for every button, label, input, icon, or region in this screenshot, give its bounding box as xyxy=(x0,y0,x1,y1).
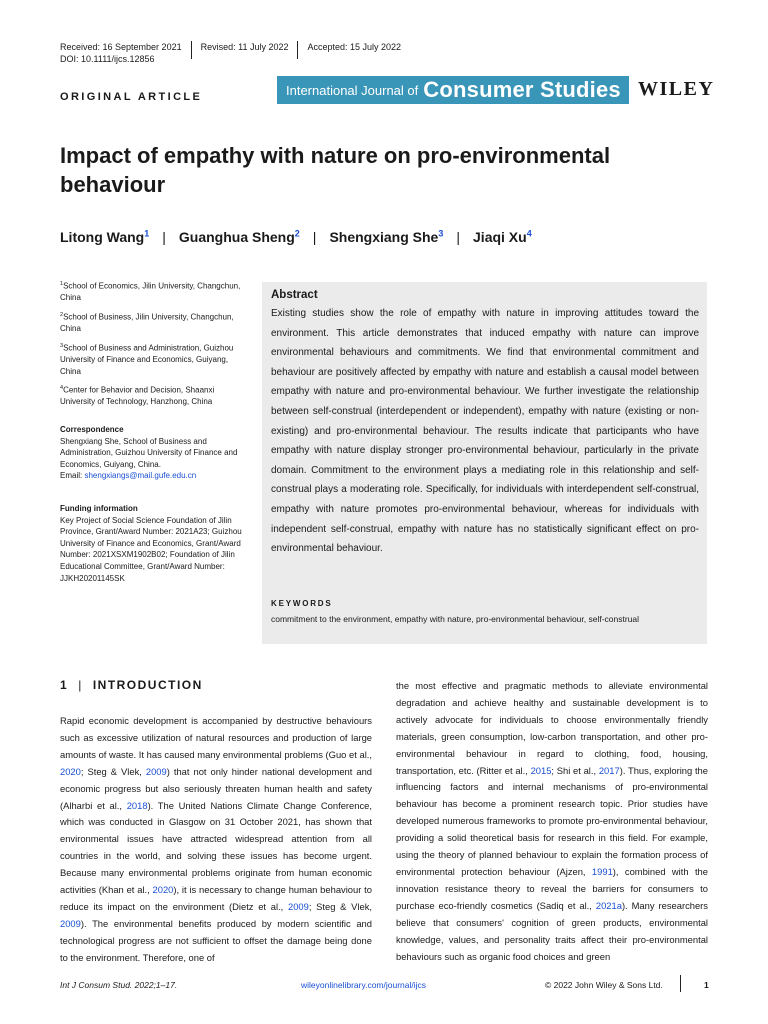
keywords-text: commitment to the environment, empathy with nature, pro-environmental behaviour, self-construal xyxy=(271,614,640,624)
body-text: the most effective and pragmatic methods to alleviate environmental degradation and achieve healthy and sustainable development is to actively advocate for individuals to choose environmentally friendly materials, green consumption, low-carbon transportation, and other pro-environmental behaviour in regard to clothing, food, housing, transportation, etc. (Ritter et al., xyxy=(396,680,708,776)
journal-banner[interactable] xyxy=(277,76,629,104)
author[interactable]: Jiaqi Xu$^4$ xyxy=(473,228,532,245)
citation-link[interactable]: 2018 xyxy=(126,799,148,811)
author[interactable]: Guanghua Sheng$^2$ xyxy=(178,228,300,245)
funding-heading: Funding information xyxy=(60,504,138,513)
section-number: 1 xyxy=(60,678,69,692)
affiliation: $^4$Center for Behavior and Decision, Shaanxi University of Technology, Hanzhong, China xyxy=(60,385,215,407)
citation-link[interactable]: 1991 xyxy=(591,865,613,877)
accepted-date: Accepted: 15 July 2022 xyxy=(307,42,402,52)
body-text: ; Shi et al., xyxy=(551,764,599,776)
body-text: ), it is necessary to change human behaviour to reduce its impact on the environment (Dietz et al., xyxy=(60,884,372,912)
author-separator: | xyxy=(456,228,461,245)
revised-date: Revised: 11 July 2022 xyxy=(200,42,289,52)
correspondence-text: Shengxiang She, School of Business and Administration, Guizhou University of Finance and Economics, Guiyang, China. xyxy=(60,436,238,469)
abstract-heading: Abstract xyxy=(271,289,318,301)
article-type: ORIGINAL ARTICLE xyxy=(60,91,203,103)
section-separator: | xyxy=(78,678,83,692)
date-divider xyxy=(297,41,298,59)
author[interactable]: Litong Wang$^1$ xyxy=(60,228,150,245)
keywords-heading: KEYWORDS xyxy=(271,599,333,608)
body-text: ; Steg & Vlek, xyxy=(80,765,146,777)
citation-link[interactable]: 2009 xyxy=(60,917,81,929)
article-title: Impact of empathy with nature on pro-environmental behaviour xyxy=(60,143,611,197)
publisher-logo[interactable]: WILEY xyxy=(638,78,715,100)
author[interactable]: Shengxiang She$^3$ xyxy=(329,228,444,245)
body-text: ). Thus, exploring the influencing factors and internal mechanisms of pro-environmental behaviour has become a prominent research topic. Prior studies have developed numerous frameworks to promote pro-environmental behaviour, providing a solid theoretical basis for research in this field. For example, using the theory of planned behaviour to explain the formation process of environmental protection behaviour (Ajzen, xyxy=(396,764,708,877)
citation-link[interactable]: 2009 xyxy=(145,765,167,777)
section-heading xyxy=(60,678,203,692)
footer-url[interactable]: wileyonlinelibrary.com/journal/ijcs xyxy=(301,980,427,990)
author-separator: | xyxy=(312,228,317,245)
body-text: ; Steg & Vlek, xyxy=(308,900,372,912)
affiliation-marker: 3 xyxy=(438,228,444,238)
citation-link[interactable]: 2020 xyxy=(152,884,174,896)
citation-link[interactable]: 2015 xyxy=(530,764,552,776)
email-label: Email: xyxy=(60,471,83,481)
citation-link[interactable]: 2020 xyxy=(60,765,81,777)
body-text: Rapid economic development is accompanied by destructive behaviours such as excessive utilization of natural resources and production of large amounts of waste. It has caused many environmental problems (Guo et al., xyxy=(60,715,372,760)
received-date: Received: 16 September 2021 xyxy=(60,42,182,52)
affiliation-marker: 2 xyxy=(294,228,300,238)
page-number: 1 xyxy=(704,980,709,990)
affiliation: $^3$School of Business and Administration, Guizhou University of Finance and Economics, Guiyang, China xyxy=(60,342,234,376)
author-list xyxy=(60,228,532,245)
doi[interactable]: DOI: 10.1111/ijcs.12856 xyxy=(60,54,155,64)
section-title: INTRODUCTION xyxy=(92,678,203,692)
affiliations xyxy=(60,279,248,414)
correspondence xyxy=(60,422,248,482)
email-link[interactable]: shengxiangs@mail.gufe.edu.cn xyxy=(84,471,197,481)
affiliation-marker: 4 xyxy=(526,228,532,238)
citation-link[interactable]: 2017 xyxy=(598,764,620,776)
funding-text: Key Project of Social Science Foundation of Jilin Province, Grant/Award Number: 2021A23; Guizhou University of Finance and Economics, Grant/Award Number: 2021XSXM1902B02; Foundation of Jilin Educational Committee, Grant/Award Number: JJKH20201145SK xyxy=(60,515,242,583)
body-text: ). The environmental benefits produced by modern scientific and technological progress are not sufficient to offset the damage being done to the environment. Therefore, one of xyxy=(60,917,372,963)
affiliation: $^2$School of Business, Jilin University, Changchun, China xyxy=(60,311,234,334)
body-text: ). Many researchers believe that consumers' cognition of green products, environmental knowledge, values, and personality traits affect their pro-environmental behaviours such as organic food choices and green xyxy=(396,899,708,962)
author-separator: | xyxy=(162,228,166,245)
footer-citation: Int J Consum Stud. 2022;1–17. xyxy=(60,980,178,990)
correspondence-heading: Correspondence xyxy=(60,425,124,434)
footer-copyright: © 2022 John Wiley & Sons Ltd. xyxy=(545,980,663,990)
body-column-left xyxy=(60,713,372,967)
citation-link[interactable]: 2021a xyxy=(595,899,622,911)
journal-name: Consumer Studies xyxy=(423,77,621,102)
date-divider xyxy=(191,41,192,59)
footer-divider xyxy=(680,975,681,992)
journal-prefix: International Journal of xyxy=(286,82,419,98)
citation-link[interactable]: 2009 xyxy=(287,900,309,912)
funding xyxy=(60,501,248,584)
body-text: ), combined with the innovation resistance theory to reveal the barriers for consumers to purchase eco-friendly cosmetics (Sadiq et al., xyxy=(396,865,708,911)
body-text: ). The United Nations Climate Change Conference, which was conducted in Glasgow on 31 October 2021, has shown that environmental issues have attracted widespread attention from all countries in the world, and solving these issues has become urgent. Because many environmental problems originate from human economic activities (Khan et al., xyxy=(60,799,372,896)
affiliation: $^1$School of Economics, Jilin University, Changchun, China xyxy=(60,281,241,303)
affiliation-marker: 1 xyxy=(144,228,150,238)
abstract-text: Existing studies show the role of empathy with nature in improving attitudes toward the environment. This article demonstrates that induced empathy with nature can improve environmental behaviours and commitments. We find that environmental commitment and behaviour are positively affected by empathy with nature and establish a causal model between empathy with nature and pro-environmental behaviour. We further investigate the relationship between self-construal (interdependent or independent), empathy with nature (existing or non-existing) and pro-environmental behaviour. The results indicate that participants who have empathy with nature display stronger pro-environmental behaviour, particularly in the private domain. Commitment to the environment plays a mediating role in this relationship and self-construal plays a moderating role. Specifically, for individuals with interdependent self-construal, empathy with nature promotes pro-environmental behaviour, whereas for individuals with independent self-construal, empathy with nature has no statistically significant effect on pro-environmental behaviour. xyxy=(271,308,699,555)
body-column-right xyxy=(396,678,708,965)
body-text: ) that not only hinder national development and economic progress but also seriously threaten human health and safety (Alharbi et al., xyxy=(60,765,372,811)
